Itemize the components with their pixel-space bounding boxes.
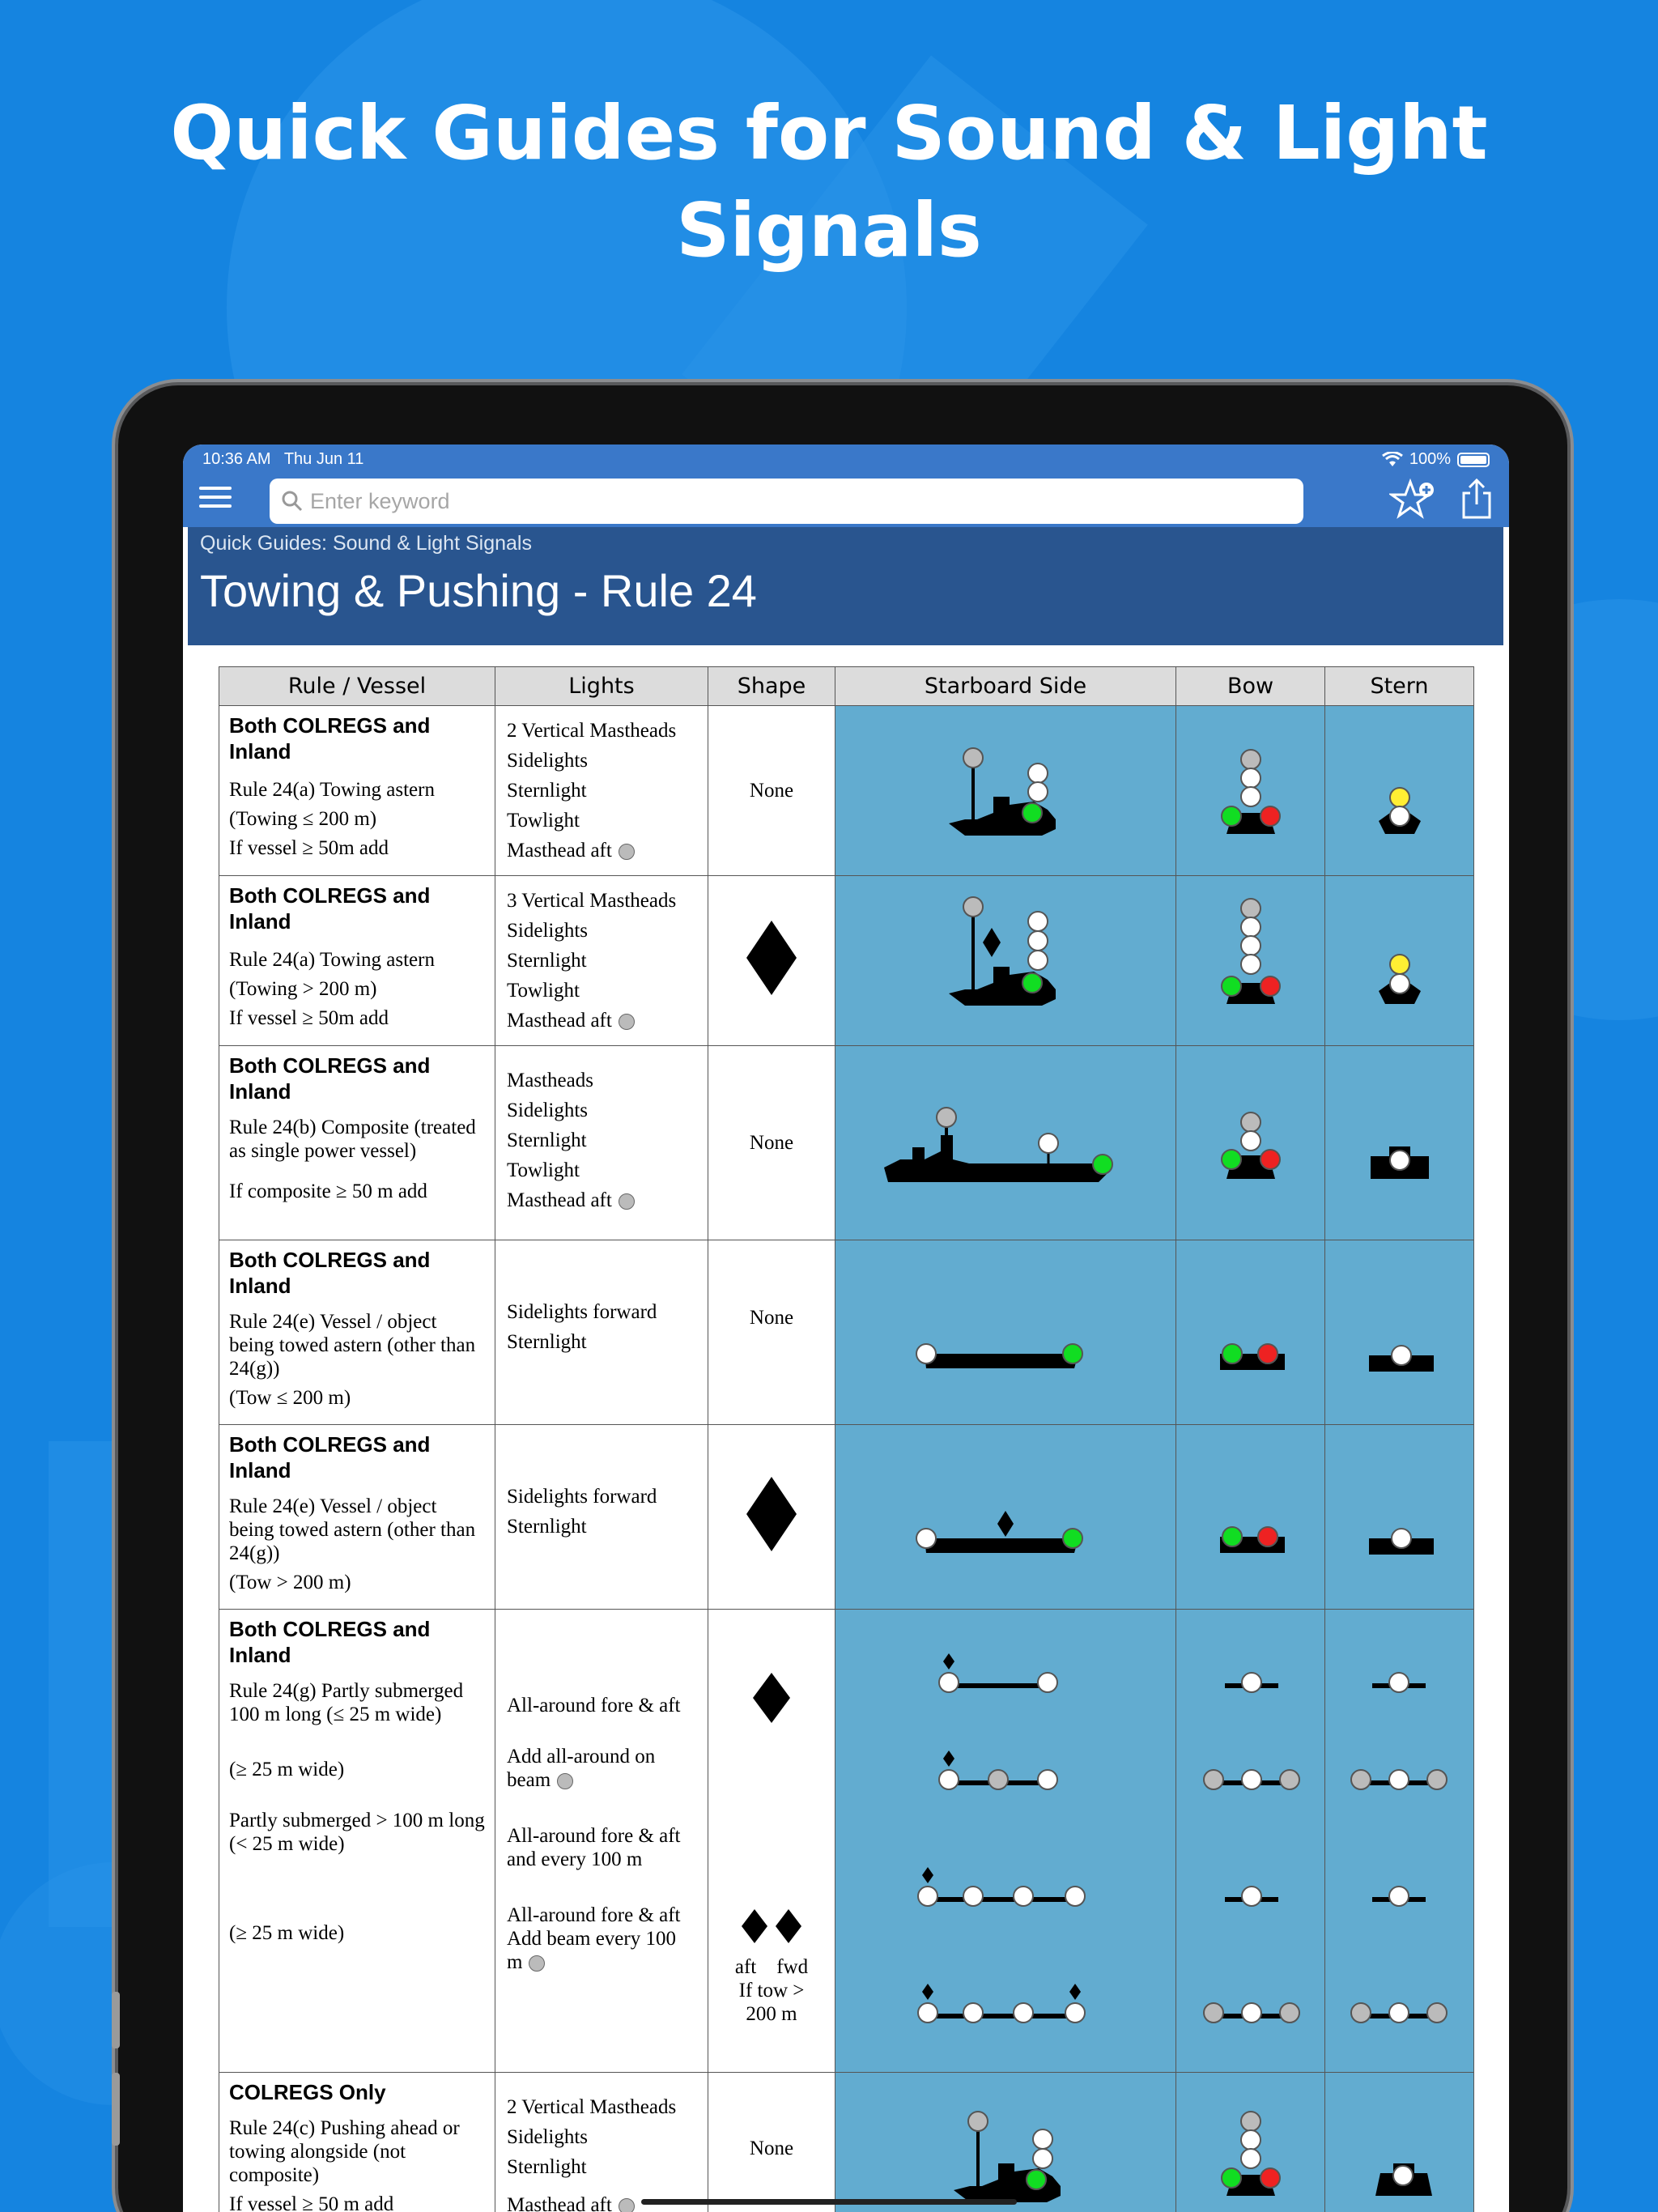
table-row: [219, 2073, 1474, 2212]
starboard-diagram: [835, 876, 1176, 1046]
shape-cell: [708, 876, 835, 1046]
bow-lights-icon: [1176, 1046, 1324, 1234]
bow-diagram: [1176, 706, 1325, 876]
table-row: [219, 1046, 1474, 1240]
diamond-shape-icon: [745, 919, 798, 997]
vessel-cell: [219, 1610, 495, 2073]
column-header: Bow: [1176, 667, 1325, 706]
stern-diagram: [1325, 1240, 1474, 1425]
scope-label: Both COLREGS and Inland: [229, 1617, 431, 1667]
light-item: Masthead aft: [507, 1010, 612, 1032]
home-indicator[interactable]: [641, 2199, 1017, 2205]
table-row: [219, 706, 1474, 876]
search-icon: [281, 490, 304, 513]
shape-cell: [708, 1610, 835, 2073]
grey-light-icon: [619, 844, 635, 860]
breadcrumb[interactable]: Quick Guides: Sound & Light Signals: [200, 532, 532, 555]
bow-diagram: [1176, 2073, 1325, 2212]
lights-cell: [495, 1240, 708, 1425]
shape-cell: None: [708, 706, 835, 876]
stern-lights-icon: [1325, 878, 1473, 1039]
light-item: Sidelights: [507, 1100, 589, 1121]
towing-vessel-starboard-icon: [835, 876, 1175, 1037]
lights-cell: [495, 2073, 708, 2212]
light-item: Sternlight: [507, 2156, 587, 2178]
pushing-vessel-starboard-icon: [835, 2073, 1175, 2212]
light-item: Masthead aft: [507, 840, 612, 861]
light-item: Sternlight: [507, 1331, 587, 1353]
light-item: Sternlight: [507, 1129, 587, 1151]
top-bar: [183, 445, 1509, 527]
starboard-diagram: [835, 1240, 1176, 1425]
light-item: 2 Vertical Mastheads: [507, 2096, 677, 2118]
light-item: Mastheads: [507, 1070, 593, 1091]
rule-text: Rule 24(e) Vessel / object being towed astern (other than 24(g)): [229, 1311, 476, 1380]
bow-diagram: [1176, 1425, 1325, 1610]
rule-text: If vessel ≥ 50m add: [229, 1007, 389, 1029]
search-input[interactable]: [310, 489, 1282, 514]
bow-lights-icon: [1176, 1240, 1324, 1419]
rule-text: (Towing ≤ 200 m): [229, 808, 377, 830]
table-row: [219, 1610, 1474, 2073]
bow-diagram: [1176, 876, 1325, 1046]
rule-text: Rule 24(a) Towing astern: [229, 949, 435, 971]
star-add-icon[interactable]: [1389, 477, 1438, 522]
bow-diagram: [1176, 1610, 1325, 2073]
grey-light-icon: [529, 1955, 545, 1972]
wifi-icon: [1382, 452, 1403, 468]
submerged-object-starboard-icon: [835, 1610, 1175, 2066]
vessel-cell: [219, 1425, 495, 1610]
bow-lights-icon: [1176, 1610, 1324, 2066]
stern-lights-icon: [1325, 1610, 1473, 2066]
light-item: Towlight: [507, 980, 580, 1002]
rule-text: Rule 24(g) Partly submerged 100 m long (≤ 25 m wide): [229, 1680, 464, 1725]
scope-label: Both COLREGS and Inland: [229, 713, 431, 764]
rule-text: Rule 24(a) Towing astern: [229, 779, 435, 801]
column-header: Rule / Vessel: [219, 667, 495, 706]
menu-button[interactable]: [199, 487, 232, 511]
diamond-shape-icon: [745, 1475, 798, 1553]
app-screen: [183, 445, 1509, 2212]
shape-cell: None: [708, 2073, 835, 2212]
light-item: 3 Vertical Mastheads: [507, 890, 677, 912]
battery-icon: [1457, 453, 1490, 467]
signals-table: [219, 666, 1474, 2212]
shape-note: 200 m: [746, 2003, 797, 2025]
rule-text: If composite ≥ 50 m add: [229, 1180, 427, 1202]
table-row: [219, 1240, 1474, 1425]
stern-diagram: [1325, 1610, 1474, 2073]
bow-diagram: [1176, 1046, 1325, 1240]
stern-diagram: [1325, 706, 1474, 876]
scope-label: Both COLREGS and Inland: [229, 883, 431, 934]
light-item: Sternlight: [507, 950, 587, 972]
rule-text: Partly submerged > 100 m long: [229, 1810, 485, 1831]
stern-lights-icon: [1325, 1240, 1473, 1419]
volume-down-button: [112, 2073, 120, 2146]
light-item: All-around fore & aft Add beam every 100 m: [507, 1904, 681, 1973]
grey-light-icon: [619, 1014, 635, 1030]
rule-text: If vessel ≥ 50m add: [229, 837, 389, 859]
battery-percent: 100%: [1409, 450, 1451, 468]
lights-cell: [495, 1610, 708, 2073]
search-bar[interactable]: [270, 479, 1303, 524]
rule-text: (≥ 25 m wide): [229, 1759, 345, 1780]
signals-table-container: [219, 666, 1474, 2212]
towing-vessel-starboard-icon: [835, 706, 1175, 867]
column-header: Stern: [1325, 667, 1474, 706]
light-item: All-around fore & aft: [507, 1695, 681, 1716]
table-row: [219, 876, 1474, 1046]
towed-object-starboard-icon: [835, 1425, 1175, 1603]
table-row: [219, 1425, 1474, 1610]
stern-diagram: [1325, 876, 1474, 1046]
scope-label: Both COLREGS and Inland: [229, 1248, 431, 1298]
promo-line-1: Quick Guides for Sound & Light: [170, 90, 1488, 177]
starboard-diagram: [835, 706, 1176, 876]
starboard-diagram: [835, 1046, 1176, 1240]
stern-lights-icon: [1325, 708, 1473, 869]
lights-cell: [495, 1425, 708, 1610]
shape-fwd-label: fwd: [776, 1956, 809, 1978]
rule-text: Rule 24(e) Vessel / object being towed astern (other than 24(g)): [229, 1495, 476, 1564]
rule-text: Rule 24(c) Pushing ahead or towing alongside (not composite): [229, 2117, 460, 2186]
promo-headline: [0, 85, 1658, 279]
status-time: 10:36 AM: [202, 450, 271, 468]
light-item: Sidelights: [507, 920, 589, 942]
scope-label: COLREGS Only: [229, 2080, 386, 2104]
light-item: Masthead aft: [507, 2194, 612, 2212]
rule-text: (Towing > 200 m): [229, 978, 377, 1000]
light-item: Add all-around on beam: [507, 1746, 656, 1791]
light-item: Towlight: [507, 810, 580, 832]
vessel-cell: [219, 876, 495, 1046]
scope-label: Both COLREGS and Inland: [229, 1432, 431, 1482]
rule-text: (< 25 m wide): [229, 1833, 345, 1855]
status-bar: [202, 450, 363, 469]
vessel-cell: [219, 1240, 495, 1425]
stern-lights-icon: [1325, 2073, 1473, 2212]
stern-diagram: [1325, 1046, 1474, 1240]
status-indicators: [1382, 450, 1490, 469]
lights-cell: [495, 706, 708, 876]
light-item: Sidelights forward: [507, 1301, 657, 1323]
hamburger-icon: [199, 487, 232, 490]
light-item: Sternlight: [507, 1516, 587, 1538]
grey-light-icon: [619, 1193, 635, 1210]
page-header: [188, 527, 1503, 645]
stern-diagram: [1325, 2073, 1474, 2212]
table-header-row: [219, 667, 1474, 706]
grey-light-icon: [619, 2198, 635, 2212]
light-item: All-around fore & aft and every 100 m: [507, 1825, 681, 1870]
light-item: Sidelights forward: [507, 1486, 657, 1508]
bow-lights-icon: [1176, 708, 1324, 869]
vessel-cell: [219, 1046, 495, 1240]
vessel-cell: [219, 2073, 495, 2212]
stern-diagram: [1325, 1425, 1474, 1610]
lights-cell: [495, 1046, 708, 1240]
rule-text: (Tow > 200 m): [229, 1572, 351, 1593]
composite-vessel-starboard-icon: [835, 1046, 1175, 1234]
scope-label: Both COLREGS and Inland: [229, 1053, 431, 1104]
page-title: Towing & Pushing - Rule 24: [200, 565, 757, 616]
light-item: Sidelights: [507, 750, 589, 772]
starboard-diagram: [835, 1425, 1176, 1610]
shape-cell: [708, 1425, 835, 1610]
light-item: 2 Vertical Mastheads: [507, 720, 677, 742]
starboard-diagram: [835, 2073, 1176, 2212]
light-item: Towlight: [507, 1159, 580, 1181]
rule-text: If vessel ≥ 50 m add: [229, 2193, 394, 2212]
shape-cell: None: [708, 1046, 835, 1240]
stern-lights-icon: [1325, 1425, 1473, 1603]
stern-lights-icon: [1325, 1046, 1473, 1234]
light-item: Sidelights: [507, 2126, 589, 2148]
promo-line-2: Signals: [676, 187, 982, 274]
column-header: Lights: [495, 667, 708, 706]
shape-aft-label: aft: [734, 1956, 757, 1978]
grey-light-icon: [557, 1773, 573, 1789]
lights-cell: [495, 876, 708, 1046]
bow-diagram: [1176, 1240, 1325, 1425]
shape-cell: None: [708, 1240, 835, 1425]
starboard-diagram: [835, 1610, 1176, 2073]
bow-lights-icon: [1176, 1425, 1324, 1603]
column-header: Starboard Side: [835, 667, 1176, 706]
light-item: Masthead aft: [507, 1189, 612, 1211]
rule-text: (Tow ≤ 200 m): [229, 1387, 351, 1409]
bow-lights-icon: [1176, 2073, 1324, 2212]
diamond-shapes-icon: [708, 1610, 835, 1990]
shape-note: If tow >: [738, 1980, 805, 2001]
rule-text: (≥ 25 m wide): [229, 1922, 345, 1944]
column-header: Shape: [708, 667, 835, 706]
vessel-cell: [219, 706, 495, 876]
light-item: Sternlight: [507, 780, 587, 802]
share-icon[interactable]: [1459, 477, 1494, 522]
bow-lights-icon: [1176, 878, 1324, 1039]
volume-up-button: [112, 1992, 120, 2048]
status-date: Thu Jun 11: [283, 450, 364, 468]
towed-object-starboard-icon: [835, 1240, 1175, 1419]
rule-text: Rule 24(b) Composite (treated as single power vessel): [229, 1117, 476, 1162]
